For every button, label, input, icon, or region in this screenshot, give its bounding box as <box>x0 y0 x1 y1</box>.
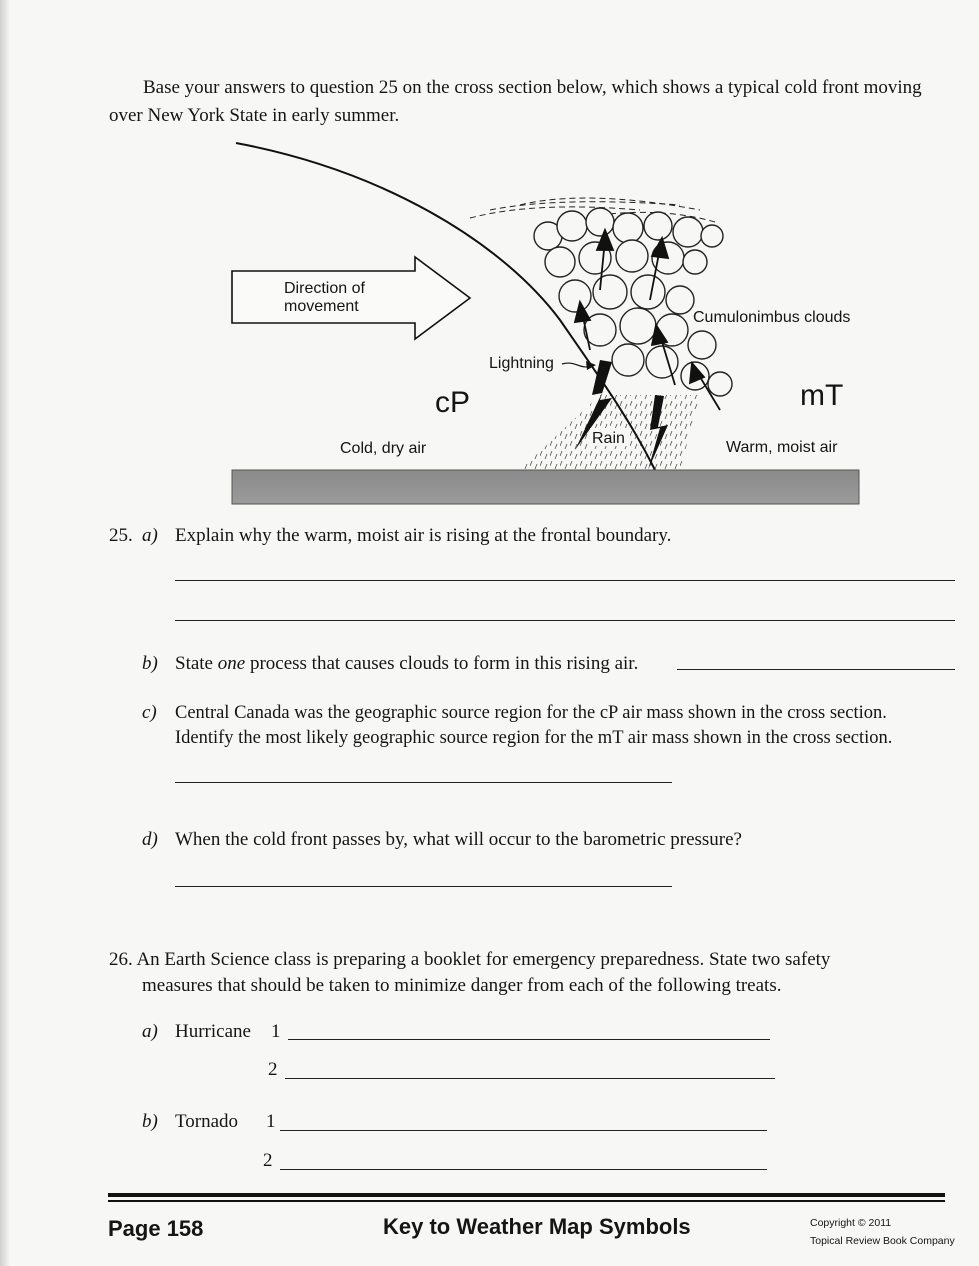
cumulonimbus-cloud-mass <box>534 208 732 396</box>
mt-air-mass-label: mT <box>800 379 844 412</box>
q26b-answer-line-2[interactable] <box>280 1169 767 1170</box>
q25d-answer-line[interactable] <box>175 886 672 887</box>
q26a-letter: a) <box>142 1021 158 1042</box>
intro-line-2: over New York State in early summer. <box>109 105 400 126</box>
q25b-text: State one process that causes clouds to form in this rising air. <box>175 653 639 674</box>
direction-label-line1: Direction of <box>284 280 365 297</box>
q26b-letter: b) <box>142 1111 158 1132</box>
page-number: Page 158 <box>108 1216 204 1241</box>
q26a-number-1: 1 <box>271 1021 281 1042</box>
q25d-letter: d) <box>142 829 158 850</box>
q25a-text: Explain why the warm, moist air is rising at the frontal boundary. <box>175 525 672 546</box>
footer-rule-thick <box>108 1193 945 1197</box>
publisher-name: Topical Review Book Company <box>810 1235 955 1247</box>
q25c-line-2: Identify the most likely geographic source region for the mT air mass shown in the cross section. <box>175 728 893 748</box>
q25c-answer-line[interactable] <box>175 782 672 783</box>
ground-surface <box>232 470 859 504</box>
copyright-text: Copyright © 2011 <box>810 1217 892 1229</box>
cold-front-cross-section <box>0 0 979 510</box>
q26b-number-1: 1 <box>266 1111 276 1132</box>
cold-dry-air-label: Cold, dry air <box>340 440 427 457</box>
q26a-number-2: 2 <box>268 1059 278 1080</box>
q26a-label: Hurricane <box>175 1021 251 1042</box>
footer-title: Key to Weather Map Symbols <box>383 1214 691 1239</box>
cp-air-mass-label: cP <box>435 386 471 419</box>
footer-rule-thin <box>108 1200 945 1202</box>
q25a-letter: a) <box>142 525 158 546</box>
q25d-text: When the cold front passes by, what will occur to the barometric pressure? <box>175 829 742 850</box>
q25a-answer-line-1[interactable] <box>175 580 955 581</box>
q26b-label: Tornado <box>175 1111 239 1132</box>
q26b-answer-line-1[interactable] <box>280 1130 767 1131</box>
lightning-label: Lightning <box>489 355 554 372</box>
intro-line-1: Base your answers to question 25 on the cross section below, which shows a typical cold front moving <box>143 77 922 98</box>
q25c-line-1: Central Canada was the geographic source region for the cP air mass shown in the cross section. <box>175 703 887 723</box>
q25b-answer-line[interactable] <box>677 669 955 670</box>
q26a-answer-line-2[interactable] <box>285 1078 775 1079</box>
warm-moist-air-label: Warm, moist air <box>726 439 838 456</box>
direction-label-line2: movement <box>284 298 359 315</box>
q26a-answer-line-1[interactable] <box>288 1039 770 1040</box>
q26b-number-2: 2 <box>263 1150 273 1171</box>
q26-line-1: 26. An Earth Science class is preparing a booklet for emergency preparedness. State two safety <box>109 949 831 970</box>
q25b-letter: b) <box>142 653 158 674</box>
rain-label: Rain <box>592 430 625 447</box>
q25c-letter: c) <box>142 702 157 723</box>
q25-number: 25. <box>109 525 133 546</box>
cumulonimbus-label: Cumulonimbus clouds <box>693 309 851 326</box>
q26-line-2: measures that should be taken to minimize danger from each of the following treats. <box>142 975 782 996</box>
q25a-answer-line-2[interactable] <box>175 620 955 621</box>
